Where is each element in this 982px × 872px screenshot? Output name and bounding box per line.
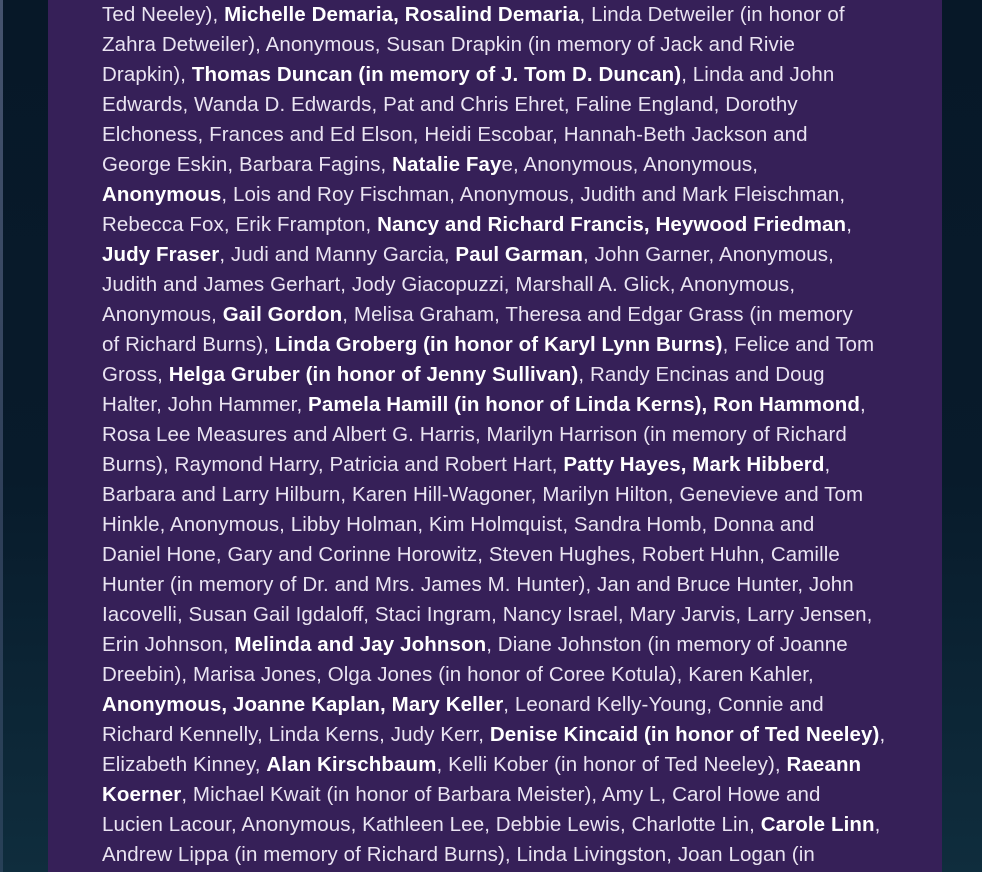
donor-text: Iacovelli, Susan Gail Igdaloff, Staci Ingram, Nancy Israel, Mary Jarvis, Larry Jensen, bbox=[102, 603, 873, 626]
donor-text: Barbara and Larry Hilburn, Karen Hill-Wagoner, Marilyn Hilton, Genevieve and Tom bbox=[102, 483, 864, 506]
donor-text: , bbox=[846, 213, 852, 236]
donor-text: George Eskin, Barbara Fagins, bbox=[102, 153, 393, 176]
donor-text: Rosa Lee Measures and Albert G. Harris, Marilyn Harrison (in memory of Richard bbox=[102, 423, 847, 446]
donor-name-emphasized: Nancy and Richard Francis, Heywood Friedman bbox=[377, 213, 847, 236]
donor-list-line bbox=[102, 180, 902, 210]
donor-list-line bbox=[102, 0, 902, 30]
donor-list-line bbox=[102, 840, 902, 870]
donor-list-line bbox=[102, 60, 902, 90]
donor-text: , John Garner, Anonymous, bbox=[583, 243, 834, 266]
donor-list-panel bbox=[48, 0, 942, 872]
donor-list bbox=[102, 0, 902, 870]
donor-text: Hinkle, Anonymous, Libby Holman, Kim Holmquist, Sandra Homb, Donna and bbox=[102, 513, 815, 536]
donor-text: , Judi and Manny Garcia, bbox=[219, 243, 456, 266]
donor-list-line bbox=[102, 750, 902, 780]
donor-list-line bbox=[102, 330, 902, 360]
donor-name-emphasized: Anonymous bbox=[102, 183, 222, 206]
donor-text: Rebecca Fox, Erik Frampton, bbox=[102, 213, 378, 236]
donor-list-line bbox=[102, 780, 902, 810]
donor-list-line bbox=[102, 90, 902, 120]
donor-text: , bbox=[824, 453, 831, 476]
donor-text: Drapkin), bbox=[102, 63, 192, 86]
donor-text: , Randy Encinas and Doug bbox=[578, 363, 825, 386]
donor-text: , Linda and John bbox=[681, 63, 835, 86]
donor-list-line bbox=[102, 570, 902, 600]
donor-text: , Kelli Kober (in honor of Ted Neeley), bbox=[436, 753, 787, 776]
donor-text: Richard Kennelly, Linda Kerns, Judy Kerr, bbox=[102, 723, 490, 746]
donor-text: , bbox=[874, 813, 881, 836]
donor-text: , Felice and Tom bbox=[722, 333, 875, 356]
donor-list-line bbox=[102, 810, 902, 840]
donor-list-line bbox=[102, 600, 902, 630]
donor-name-emphasized: Gail Gordon bbox=[222, 303, 343, 326]
donor-name-emphasized: Natalie Fay bbox=[392, 153, 502, 176]
donor-text: , bbox=[859, 393, 866, 416]
donor-list-line bbox=[102, 690, 902, 720]
donor-name-emphasized: Pamela Hamill (in honor of Linda Kerns), Ron Hammond bbox=[308, 393, 860, 416]
donor-text: Zahra Detweiler), Anonymous, Susan Drapkin (in memory of Jack and Rivie bbox=[102, 33, 795, 56]
donor-text: Anonymous, bbox=[102, 303, 223, 326]
donor-name-emphasized: Anonymous, Joanne Kaplan, Mary Keller bbox=[102, 693, 504, 716]
donor-text: of Richard Burns), bbox=[102, 333, 275, 356]
donor-list-line bbox=[102, 120, 902, 150]
donor-list-line bbox=[102, 660, 902, 690]
donor-list-line bbox=[102, 150, 902, 180]
donor-list-line bbox=[102, 270, 902, 300]
donor-name-emphasized: Thomas Duncan (in memory of J. Tom D. Duncan) bbox=[191, 63, 682, 86]
donor-list-line bbox=[102, 510, 902, 540]
donor-list-line bbox=[102, 630, 902, 660]
donor-text: Daniel Hone, Gary and Corinne Horowitz, Steven Hughes, Robert Huhn, Camille bbox=[102, 543, 840, 566]
donor-name-emphasized: Raeann bbox=[786, 753, 862, 776]
donor-text: Edwards, Wanda D. Edwards, Pat and Chris Ehret, Faline England, Dorothy bbox=[102, 93, 798, 116]
donor-text: Gross, bbox=[102, 363, 169, 386]
donor-list-line bbox=[102, 480, 902, 510]
left-edge-strip bbox=[0, 0, 3, 872]
donor-list-line bbox=[102, 450, 902, 480]
donor-name-emphasized: Paul Garman bbox=[455, 243, 583, 266]
donor-text: Andrew Lippa (in memory of Richard Burns), Linda Livingston, Joan Logan (in bbox=[102, 843, 815, 866]
donor-text: e, Anonymous, Anonymous, bbox=[501, 153, 759, 176]
donor-text: , Leonard Kelly-Young, Connie and bbox=[503, 693, 824, 716]
donor-name-emphasized: Koerner bbox=[102, 783, 182, 806]
donor-text: Halter, John Hammer, bbox=[102, 393, 309, 416]
donor-text: Erin Johnson, bbox=[102, 633, 235, 656]
donor-list-line bbox=[102, 300, 902, 330]
donor-text: Elchoness, Frances and Ed Elson, Heidi Escobar, Hannah-Beth Jackson and bbox=[102, 123, 808, 146]
donor-list-line bbox=[102, 420, 902, 450]
donor-name-emphasized: Carole Linn bbox=[760, 813, 875, 836]
donor-text: , Linda Detweiler (in honor of bbox=[579, 3, 845, 26]
donor-text: , Diane Johnston (in memory of Joanne bbox=[486, 633, 848, 656]
donor-text: Elizabeth Kinney, bbox=[102, 753, 267, 776]
donor-name-emphasized: Michelle Demaria, Rosalind Demaria bbox=[224, 3, 580, 26]
donor-text: , Melisa Graham, Theresa and Edgar Grass (in memory bbox=[342, 303, 853, 326]
donor-name-emphasized: Melinda and Jay Johnson bbox=[234, 633, 487, 656]
donor-text: Hunter (in memory of Dr. and Mrs. James M. Hunter), Jan and Bruce Hunter, John bbox=[102, 573, 854, 596]
donor-list-line bbox=[102, 390, 902, 420]
donor-name-emphasized: Denise Kincaid (in honor of Ted Neeley) bbox=[489, 723, 880, 746]
donor-text: Burns), Raymond Harry, Patricia and Robert Hart, bbox=[102, 453, 564, 476]
donor-name-emphasized: Linda Groberg (in honor of Karyl Lynn Burns) bbox=[274, 333, 723, 356]
donor-text: , Lois and Roy Fischman, Anonymous, Judith and Mark Fleischman, bbox=[221, 183, 846, 206]
donor-name-emphasized: Patty Hayes, Mark Hibberd bbox=[563, 453, 825, 476]
donor-name-emphasized: Judy Fraser bbox=[102, 243, 220, 266]
donor-name-emphasized: Alan Kirschbaum bbox=[266, 753, 437, 776]
donor-list-line bbox=[102, 30, 902, 60]
donor-name-emphasized: Helga Gruber (in honor of Jenny Sullivan) bbox=[168, 363, 579, 386]
donor-list-line bbox=[102, 240, 902, 270]
donor-list-line bbox=[102, 210, 902, 240]
donor-text: Ted Neeley), bbox=[102, 3, 225, 26]
donor-list-line bbox=[102, 540, 902, 570]
donor-text: Judith and James Gerhart, Jody Giacopuzzi, Marshall A. Glick, Anonymous, bbox=[102, 273, 796, 296]
donor-list-line bbox=[102, 720, 902, 750]
donor-text: , Michael Kwait (in honor of Barbara Meister), Amy L, Carol Howe and bbox=[181, 783, 821, 806]
donor-text: Dreebin), Marisa Jones, Olga Jones (in honor of Coree Kotula), Karen Kahler, bbox=[102, 663, 814, 686]
donor-list-line bbox=[102, 360, 902, 390]
donor-text: Lucien Lacour, Anonymous, Kathleen Lee, Debbie Lewis, Charlotte Lin, bbox=[102, 813, 761, 836]
donor-text: , bbox=[879, 723, 886, 746]
